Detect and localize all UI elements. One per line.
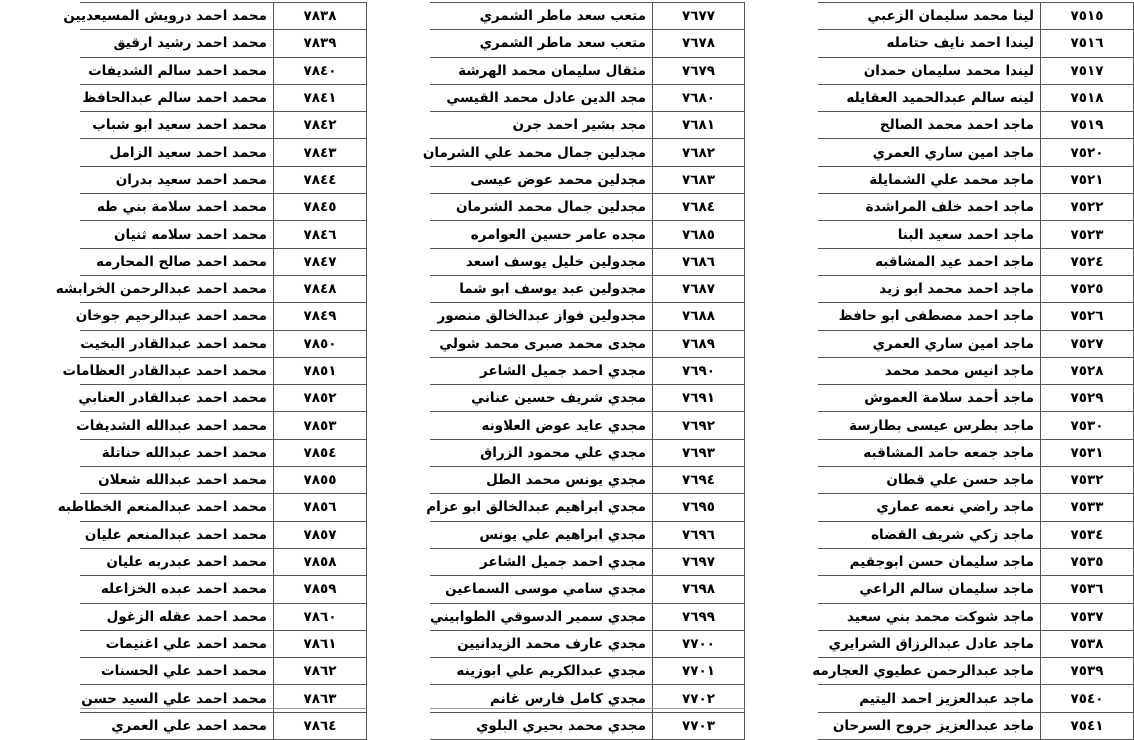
- serial-number: ٧٨٥٥: [274, 467, 367, 494]
- serial-number: ٧٥٣٣: [1041, 494, 1134, 521]
- person-name: ماجد انيس محمد محمد: [818, 357, 1041, 384]
- serial-number: ٧٦٨٦: [653, 248, 745, 275]
- serial-number: ٧٨٥٢: [274, 385, 367, 412]
- table-row: [818, 330, 1134, 357]
- table-row: [80, 194, 367, 221]
- person-name: ماجد احمد محمد ابو زيد: [818, 275, 1041, 302]
- serial-number: ٧٨٥٠: [274, 330, 367, 357]
- serial-number: ٧٨٦٢: [274, 658, 367, 685]
- table-row: [430, 3, 745, 30]
- table-row: [80, 275, 367, 302]
- table-row: [818, 30, 1134, 57]
- person-name: محمد احمد سالم عبدالحافظ: [80, 84, 274, 111]
- table-row: [80, 548, 367, 575]
- serial-number: ٧٥٢١: [1041, 166, 1134, 193]
- serial-number: ٧٦٩٨: [653, 576, 745, 603]
- table-row: [430, 548, 745, 575]
- person-name: ماجد امين ساري العمري: [818, 139, 1041, 166]
- table-row: [818, 248, 1134, 275]
- serial-number: ٧٥٣٧: [1041, 603, 1134, 630]
- table-row: [818, 112, 1134, 139]
- table-row: [818, 412, 1134, 439]
- person-name: ماجد عبدالرحمن عطيوي العجارمه: [818, 658, 1041, 685]
- serial-number: ٧٦٩٧: [653, 548, 745, 575]
- names-table-right: [812, 2, 1134, 740]
- person-name: ماجد عادل عبدالرزاق الشرايري: [818, 630, 1041, 657]
- person-name: ماجد عبدالعزيز احمد اليتيم: [818, 685, 1041, 712]
- serial-number: ٧٥٣٤: [1041, 521, 1134, 548]
- person-name: محمد احمد عبدالله حناتلة: [80, 439, 274, 466]
- names-table-middle: [422, 2, 745, 740]
- person-name: ماجد عبدالعزيز جروح السرحان: [818, 712, 1041, 739]
- person-name: محمد احمد سلامه ثنيان: [80, 221, 274, 248]
- person-name: محمد احمد سعيد بدران: [80, 166, 274, 193]
- table-row: [80, 84, 367, 111]
- table-row: [80, 467, 367, 494]
- table-row: [818, 385, 1134, 412]
- table-row: [80, 221, 367, 248]
- serial-number: ٧٥٣٩: [1041, 658, 1134, 685]
- person-name: مجدي عبدالكريم علي ابوزينه: [430, 658, 653, 685]
- person-name: مجدي عايد عوض العلاونه: [430, 412, 653, 439]
- person-name: محمد احمد عبدالله الشديفات: [80, 412, 274, 439]
- person-name: مجدى محمد صبرى محمد شولي: [430, 330, 653, 357]
- person-name: مجدي ابراهيم علي يونس: [430, 521, 653, 548]
- person-name: محمد احمد عبدالقادر العنابي: [80, 385, 274, 412]
- serial-number: ٧٨٤٨: [274, 275, 367, 302]
- serial-number: ٧٨٥٧: [274, 521, 367, 548]
- serial-number: ٧٦٩٤: [653, 467, 745, 494]
- table-row: [430, 494, 745, 521]
- person-name: مجده عامر حسين العوامره: [430, 221, 653, 248]
- serial-number: ٧٥١٧: [1041, 57, 1134, 84]
- person-name: محمد احمد علي العمري: [80, 712, 274, 739]
- serial-number: ٧٦٧٩: [653, 57, 745, 84]
- serial-number: ٧٨٤٩: [274, 303, 367, 330]
- table-row: [430, 603, 745, 630]
- person-name: لينه سالم عبدالحميد العقايله: [818, 84, 1041, 111]
- serial-number: ٧٧٠٢: [653, 685, 745, 712]
- serial-number: ٧٦٩١: [653, 385, 745, 412]
- person-name: ليندا محمد سليمان حمدان: [818, 57, 1041, 84]
- serial-number: ٧٥٢٧: [1041, 330, 1134, 357]
- table-row: [80, 603, 367, 630]
- serial-number: ٧٦٩٩: [653, 603, 745, 630]
- serial-number: ٧٥٢٠: [1041, 139, 1134, 166]
- serial-number: ٧٧٠٠: [653, 630, 745, 657]
- table-row: [818, 275, 1134, 302]
- table-row: [818, 521, 1134, 548]
- table-row: [430, 521, 745, 548]
- person-name: ماجد أحمد سلامة العموش: [818, 385, 1041, 412]
- serial-number: ٧٦٨٧: [653, 275, 745, 302]
- serial-number: ٧٨٤٣: [274, 139, 367, 166]
- person-name: محمد احمد سالم الشديفات: [80, 57, 274, 84]
- table-row: [80, 494, 367, 521]
- serial-number: ٧٥٣٥: [1041, 548, 1134, 575]
- serial-number: ٧٦٩٣: [653, 439, 745, 466]
- person-name: ماجد سليمان حسن ابوجقيم: [818, 548, 1041, 575]
- table-row: [818, 139, 1134, 166]
- person-name: محمد احمد عبدالله شعلان: [80, 467, 274, 494]
- person-name: مجدولين فواز عبدالخالق منصور: [430, 303, 653, 330]
- bottom-rule-left: [80, 708, 367, 709]
- person-name: مجدي سمير الدسوقي الطوابيني: [430, 603, 653, 630]
- serial-number: ٧٨٣٩: [274, 30, 367, 57]
- serial-number: ٧٧٠٣: [653, 712, 745, 739]
- table-row: [430, 166, 745, 193]
- table-row: [430, 330, 745, 357]
- table-row: [818, 194, 1134, 221]
- table-row: [818, 603, 1134, 630]
- person-name: ماجد احمد خلف المراشدة: [818, 194, 1041, 221]
- person-name: مجدلين جمال محمد علي الشرمان: [430, 139, 653, 166]
- serial-number: ٧٥١٩: [1041, 112, 1134, 139]
- table-row: [430, 30, 745, 57]
- person-name: ماجد بطرس عيسى بطارسة: [818, 412, 1041, 439]
- person-name: مجد الدين عادل محمد القيسي: [430, 84, 653, 111]
- serial-number: ٧٨٥٤: [274, 439, 367, 466]
- serial-number: ٧٥٢٦: [1041, 303, 1134, 330]
- serial-number: ٧٨٤٠: [274, 57, 367, 84]
- serial-number: ٧٥٣٨: [1041, 630, 1134, 657]
- table-row: [818, 57, 1134, 84]
- person-name: محمد احمد عبدالمنعم عليان: [80, 521, 274, 548]
- serial-number: ٧٥٢٤: [1041, 248, 1134, 275]
- serial-number: ٧٨٦١: [274, 630, 367, 657]
- serial-number: ٧٦٨٣: [653, 166, 745, 193]
- person-name: مثقال سليمان محمد الهرشة: [430, 57, 653, 84]
- table-row: [430, 576, 745, 603]
- person-name: محمد احمد صالح المحارمه: [80, 248, 274, 275]
- serial-number: ٧٨٥٣: [274, 412, 367, 439]
- table-row: [430, 712, 745, 739]
- person-name: محمد احمد عبدالقادر البخيت: [80, 330, 274, 357]
- table-row: [818, 3, 1134, 30]
- table-row: [818, 658, 1134, 685]
- person-name: مجدي كامل فارس غانم: [430, 685, 653, 712]
- person-name: محمد احمد عبدالقادر العظامات: [80, 357, 274, 384]
- table-row: [80, 166, 367, 193]
- person-name: مجدولين خليل يوسف اسعد: [430, 248, 653, 275]
- table-row: [80, 248, 367, 275]
- person-name: محمد احمد عقله الزغول: [80, 603, 274, 630]
- table-row: [430, 658, 745, 685]
- serial-number: ٧٥٣٠: [1041, 412, 1134, 439]
- serial-number: ٧٥٣٢: [1041, 467, 1134, 494]
- serial-number: ٧٥١٨: [1041, 84, 1134, 111]
- person-name: مجدلين جمال محمد الشرمان: [430, 194, 653, 221]
- person-name: مجد بشير احمد جرن: [430, 112, 653, 139]
- person-name: ماجد احمد محمد الصالح: [818, 112, 1041, 139]
- table-row: [818, 685, 1134, 712]
- names-table-body: [422, 3, 745, 740]
- serial-number: ٧٧٠١: [653, 658, 745, 685]
- person-name: مجدي محمد بحيري البلوي: [430, 712, 653, 739]
- serial-number: ٧٦٩٢: [653, 412, 745, 439]
- table-row: [818, 548, 1134, 575]
- table-row: [80, 412, 367, 439]
- serial-number: ٧٨٥٩: [274, 576, 367, 603]
- person-name: مجدي احمد جميل الشاعر: [430, 357, 653, 384]
- table-row: [430, 439, 745, 466]
- serial-number: ٧٦٧٨: [653, 30, 745, 57]
- person-name: مجدي سامي موسى السماعين: [430, 576, 653, 603]
- table-row: [430, 467, 745, 494]
- serial-number: ٧٥٤١: [1041, 712, 1134, 739]
- person-name: ماجد سليمان سالم الراعي: [818, 576, 1041, 603]
- table-row: [818, 712, 1134, 739]
- bottom-rule-middle: [430, 708, 745, 709]
- table-row: [818, 439, 1134, 466]
- table-row: [430, 194, 745, 221]
- person-name: مجدي يونس محمد الطل: [430, 467, 653, 494]
- serial-number: ٧٦٨٩: [653, 330, 745, 357]
- names-table-left: [55, 2, 367, 740]
- table-row: [430, 303, 745, 330]
- person-name: ماجد امين ساري العمري: [818, 330, 1041, 357]
- table-row: [80, 658, 367, 685]
- person-name: مجدي شريف حسين عناني: [430, 385, 653, 412]
- serial-number: ٧٥٣١: [1041, 439, 1134, 466]
- serial-number: ٧٥٣٦: [1041, 576, 1134, 603]
- table-row: [818, 84, 1134, 111]
- serial-number: ٧٨٣٨: [274, 3, 367, 30]
- person-name: محمد احمد عبدربه عليان: [80, 548, 274, 575]
- serial-number: ٧٦٨١: [653, 112, 745, 139]
- table-row: [80, 112, 367, 139]
- serial-number: ٧٦٨٨: [653, 303, 745, 330]
- person-name: مجدولين عبد يوسف ابو شما: [430, 275, 653, 302]
- table-row: [430, 385, 745, 412]
- serial-number: ٧٦٨٤: [653, 194, 745, 221]
- person-name: محمد احمد علي السيد حسن: [80, 685, 274, 712]
- person-name: محمد احمد علي اغنيمات: [80, 630, 274, 657]
- serial-number: ٧٨٦٤: [274, 712, 367, 739]
- person-name: ماجد محمد علي الشمايلة: [818, 166, 1041, 193]
- person-name: محمد احمد عبدالمنعم الخطاطبه: [80, 494, 274, 521]
- names-table-body: [55, 3, 367, 740]
- person-name: محمد احمد رشيد ارقيق: [80, 30, 274, 57]
- table-row: [80, 57, 367, 84]
- table-row: [80, 630, 367, 657]
- person-name: محمد احمد سلامة بني طه: [80, 194, 274, 221]
- serial-number: ٧٦٨٠: [653, 84, 745, 111]
- table-row: [818, 630, 1134, 657]
- table-row: [430, 57, 745, 84]
- serial-number: ٧٨٤١: [274, 84, 367, 111]
- serial-number: ٧٨٥٦: [274, 494, 367, 521]
- person-name: مجدي احمد جميل الشاعر: [430, 548, 653, 575]
- table-row: [80, 521, 367, 548]
- person-name: مجدي علي محمود الزراق: [430, 439, 653, 466]
- serial-number: ٧٨٦٠: [274, 603, 367, 630]
- serial-number: ٧٦٨٥: [653, 221, 745, 248]
- table-row: [818, 221, 1134, 248]
- table-row: [80, 139, 367, 166]
- person-name: محمد احمد عبده الخزاعله: [80, 576, 274, 603]
- person-name: ليندا احمد نايف حتامله: [818, 30, 1041, 57]
- person-name: متعب سعد ماطر الشمري: [430, 30, 653, 57]
- table-row: [430, 139, 745, 166]
- serial-number: ٧٨٦٣: [274, 685, 367, 712]
- person-name: مجدي ابراهيم عبدالخالق ابو عزام: [430, 494, 653, 521]
- person-name: متعب سعد ماطر الشمري: [430, 3, 653, 30]
- serial-number: ٧٨٤٤: [274, 166, 367, 193]
- names-table-body: [812, 3, 1134, 740]
- table-row: [818, 166, 1134, 193]
- table-row: [80, 303, 367, 330]
- serial-number: ٧٦٩٦: [653, 521, 745, 548]
- serial-number: ٧٥٢٥: [1041, 275, 1134, 302]
- serial-number: ٧٥٢٩: [1041, 385, 1134, 412]
- person-name: ماجد زكي شريف القضاه: [818, 521, 1041, 548]
- person-name: مجدي عارف محمد الزيدانيين: [430, 630, 653, 657]
- person-name: ماجد احمد سعيد البنا: [818, 221, 1041, 248]
- serial-number: ٧٨٥١: [274, 357, 367, 384]
- person-name: لينا محمد سليمان الزعبي: [818, 3, 1041, 30]
- serial-number: ٧٨٥٨: [274, 548, 367, 575]
- person-name: ماجد راضي نعمه عماري: [818, 494, 1041, 521]
- person-name: ماجد احمد مصطفى ابو حافظ: [818, 303, 1041, 330]
- serial-number: ٧٨٤٦: [274, 221, 367, 248]
- serial-number: ٧٥٤٠: [1041, 685, 1134, 712]
- person-name: مجدلين محمد عوض عيسى: [430, 166, 653, 193]
- table-row: [818, 303, 1134, 330]
- table-row: [80, 330, 367, 357]
- person-name: محمد احمد درويش المسيعديين: [80, 3, 274, 30]
- table-row: [80, 357, 367, 384]
- person-name: ماجد حسن علي قطان: [818, 467, 1041, 494]
- table-row: [80, 30, 367, 57]
- table-row: [80, 3, 367, 30]
- serial-number: ٧٦٩٠: [653, 357, 745, 384]
- serial-number: ٧٦٨٢: [653, 139, 745, 166]
- table-row: [430, 112, 745, 139]
- table-row: [80, 439, 367, 466]
- table-row: [80, 712, 367, 739]
- person-name: محمد احمد عبدالرحيم جوخان: [80, 303, 274, 330]
- person-name: محمد احمد سعيد الزامل: [80, 139, 274, 166]
- table-row: [430, 630, 745, 657]
- person-name: ماجد شوكت محمد بني سعيد: [818, 603, 1041, 630]
- serial-number: ٧٥٢٨: [1041, 357, 1134, 384]
- serial-number: ٧٥٢٢: [1041, 194, 1134, 221]
- table-row: [818, 467, 1134, 494]
- serial-number: ٧٥١٦: [1041, 30, 1134, 57]
- table-row: [80, 385, 367, 412]
- person-name: محمد احمد علي الحسنات: [80, 658, 274, 685]
- table-row: [430, 275, 745, 302]
- table-row: [430, 412, 745, 439]
- serial-number: ٧٥١٥: [1041, 3, 1134, 30]
- person-name: ماجد جمعه حامد المشاقبه: [818, 439, 1041, 466]
- table-row: [430, 84, 745, 111]
- serial-number: ٧٨٤٢: [274, 112, 367, 139]
- table-row: [430, 221, 745, 248]
- table-row: [818, 357, 1134, 384]
- person-name: محمد احمد عبدالرحمن الخرابشه: [80, 275, 274, 302]
- serial-number: ٧٨٤٧: [274, 248, 367, 275]
- serial-number: ٧٥٢٣: [1041, 221, 1134, 248]
- table-row: [80, 576, 367, 603]
- serial-number: ٧٨٤٥: [274, 194, 367, 221]
- table-row: [430, 248, 745, 275]
- serial-number: ٧٦٧٧: [653, 3, 745, 30]
- table-row: [430, 357, 745, 384]
- serial-number: ٧٦٩٥: [653, 494, 745, 521]
- person-name: ماجد احمد عيد المشاقبه: [818, 248, 1041, 275]
- person-name: محمد احمد سعيد ابو شباب: [80, 112, 274, 139]
- table-row: [818, 576, 1134, 603]
- table-row: [818, 494, 1134, 521]
